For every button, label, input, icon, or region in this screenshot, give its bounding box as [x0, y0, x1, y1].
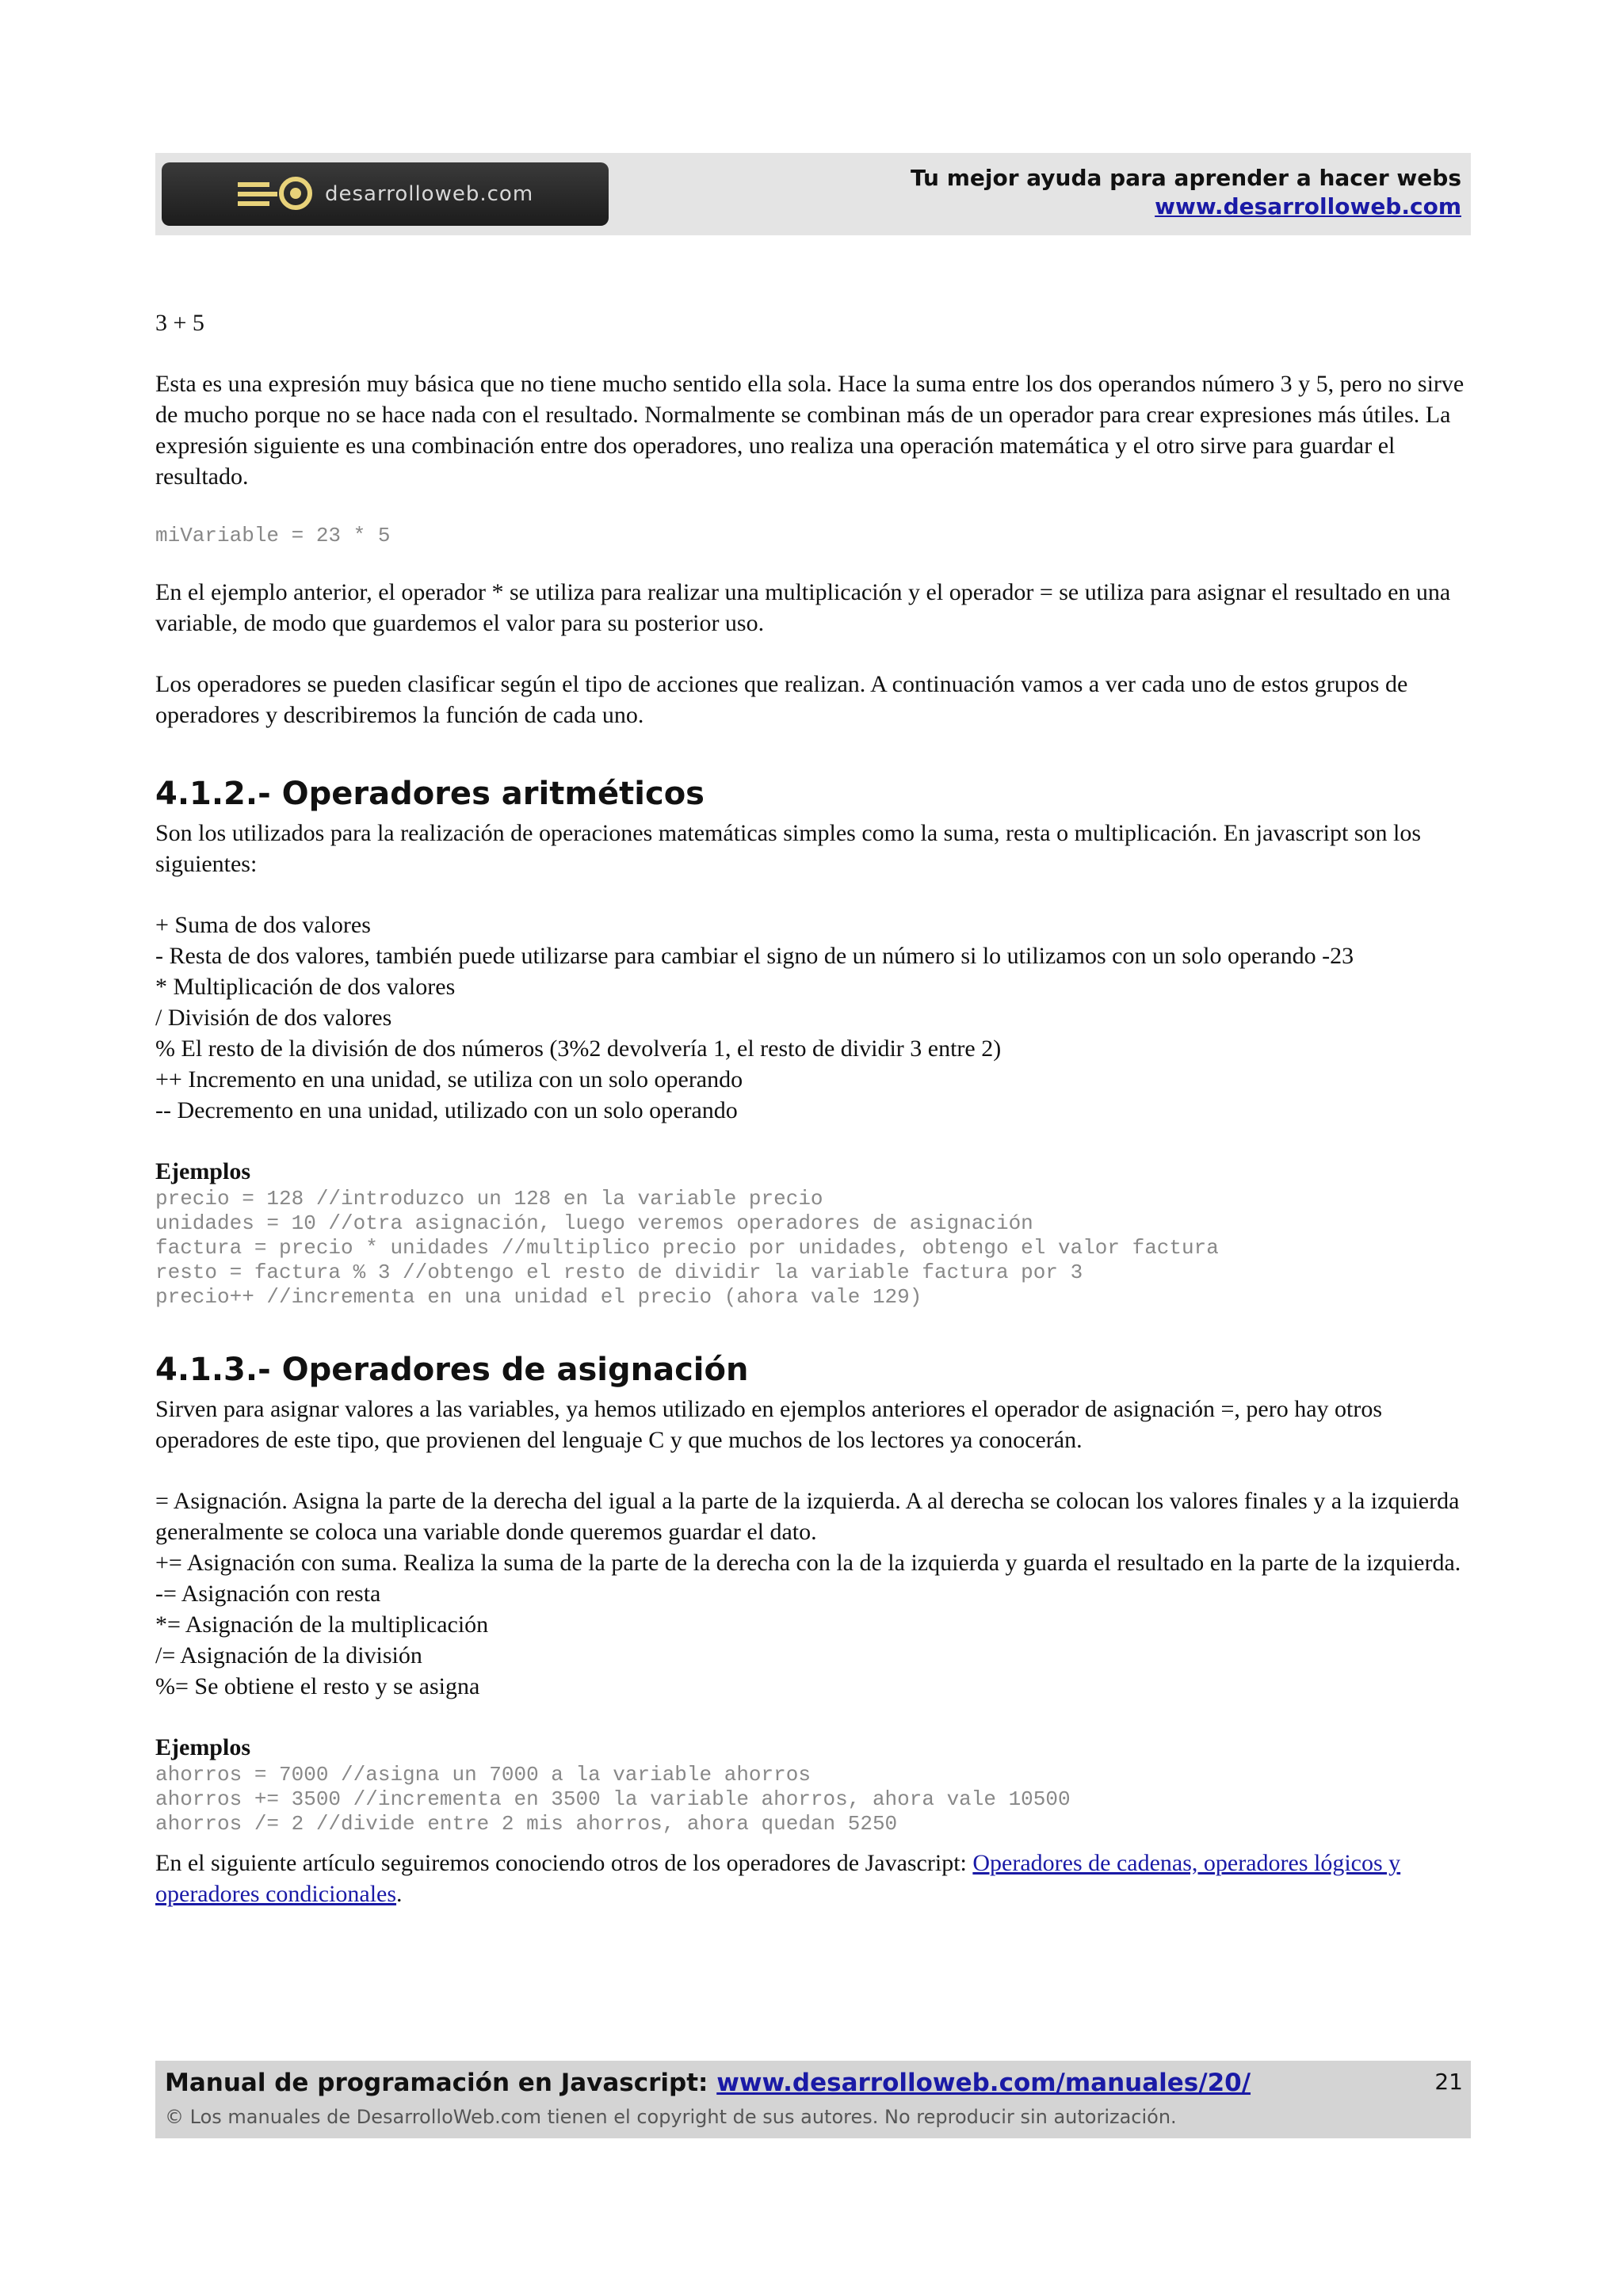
heading-arithmetic-operators: 4.1.2.- Operadores aritméticos [155, 776, 705, 812]
next-article-end: . [396, 1881, 403, 1907]
footer-copyright: © Los manuales de DesarrolloWeb.com tienen el copyright de sus autores. No reproducir sin autorización. [165, 2106, 1177, 2128]
article-content [155, 307, 1474, 1909]
arithmetic-code-block [155, 1187, 1474, 1310]
code-line: resto = factura % 3 //obtengo el resto de dividir la variable factura por 3 [155, 1261, 1083, 1284]
examples-label: Ejemplos [155, 1158, 250, 1184]
page-footer [155, 2061, 1471, 2138]
next-article-link[interactable]: Operadores de cadenas, operadores lógicos y operadores condicionales [155, 1850, 1401, 1907]
list-item: / División de dos valores [155, 1005, 392, 1031]
code-line: unidades = 10 //otra asignación, luego veremos operadores de asignación [155, 1211, 1033, 1235]
paragraph-next-article [155, 1848, 1474, 1909]
footer-title [165, 2069, 1251, 2097]
list-item: /= Asignación de la división [155, 1642, 422, 1669]
list-item: + Suma de dos valores [155, 912, 371, 938]
paragraph-explanation: En el ejemplo anterior, el operador * se utiliza para realizar una multiplicación y el operador = se utiliza para asignar el resultado en una variable, de modo que guardemos el valor para su posterior uso. [155, 579, 1451, 636]
list-item: - Resta de dos valores, también puede utilizarse para cambiar el signo de un número si lo utilizamos con un solo operando -23 [155, 943, 1354, 969]
header-site-link[interactable]: www.desarrolloweb.com [1155, 193, 1461, 219]
paragraph-intro: Esta es una expresión muy básica que no tiene mucho sentido ella sola. Hace la suma entre los dos operandos número 3 y 5, pero no sirve de mucho porque no se hace nada con el resultado. Normalmente se combinan más de un operador para crear expresiones más útiles. La expresión siguiente es una combinación entre dos operadores, uno realiza una operación matemática y el otro sirve para guardar el resultado. [155, 371, 1465, 490]
assignment-code-block [155, 1763, 1474, 1836]
list-item: % El resto de la división de dos números (3%2 devolvería 1, el resto de dividir 3 entre 2) [155, 1035, 1002, 1062]
site-logo[interactable] [162, 162, 609, 226]
list-item: += Asignación con suma. Realiza la suma de la parte de la derecha con la de la izquierda y guarda el resultado en la parte de la izquierda. [155, 1550, 1461, 1576]
expression-example: 3 + 5 [155, 310, 204, 336]
heading-assignment-operators: 4.1.3.- Operadores de asignación [155, 1352, 749, 1388]
paragraph-arithmetic: Son los utilizados para la realización de operaciones matemáticas simples como la suma, resta o multiplicación. En javascript son los siguientes: [155, 820, 1422, 877]
page-header [155, 153, 1471, 235]
code-example-1: miVariable = 23 * 5 [155, 524, 391, 547]
next-article-text: En el siguiente artículo seguiremos conociendo otros de los operadores de Javascript: [155, 1850, 973, 1876]
list-item: -= Asignación con resta [155, 1581, 381, 1607]
list-item: *= Asignación de la multiplicación [155, 1611, 489, 1638]
tagline-text: Tu mejor ayuda para aprender a hacer webs [911, 165, 1461, 191]
list-item: * Multiplicación de dos valores [155, 974, 456, 1000]
logo-text: desarrolloweb.com [325, 182, 534, 206]
paragraph-assignment: Sirven para asignar valores a las variables, ya hemos utilizado en ejemplos anteriores el operador de asignación =, pero hay otros operadores de este tipo, que provienen del lenguaje C y que muchos de los lectores ya conocerán. [155, 1396, 1383, 1453]
list-item: = Asignación. Asigna la parte de la derecha del igual a la parte de la izquierda. A al derecha se colocan los valores finales y a la izquierda generalmente se coloca una variable donde queremos guardar el dato. [155, 1488, 1460, 1545]
list-item: -- Decremento en una unidad, utilizado con un solo operando [155, 1097, 738, 1123]
code-line: precio = 128 //introduzco un 128 en la variable precio [155, 1187, 823, 1211]
code-line: factura = precio * unidades //multiplico precio por unidades, obtengo el valor factura [155, 1236, 1219, 1260]
code-line: ahorros /= 2 //divide entre 2 mis ahorros, ahora quedan 5250 [155, 1812, 898, 1836]
footer-manual-link[interactable]: www.desarrolloweb.com/manuales/20/ [716, 2069, 1251, 2097]
page-number: 21 [1434, 2069, 1463, 2095]
code-line: ahorros += 3500 //incrementa en 3500 la variable ahorros, ahora vale 10500 [155, 1787, 1071, 1811]
list-item: %= Se obtiene el resto y se asigna [155, 1673, 480, 1699]
code-line: ahorros = 7000 //asigna un 7000 a la variable ahorros [155, 1763, 811, 1787]
examples-label: Ejemplos [155, 1734, 250, 1760]
footer-title-text: Manual de programación en Javascript: [165, 2069, 717, 2097]
assignment-operator-list [155, 1486, 1474, 1702]
header-tagline [911, 164, 1461, 221]
logo-icon [233, 174, 320, 214]
list-item: ++ Incremento en una unidad, se utiliza con un solo operando [155, 1066, 743, 1093]
arithmetic-operator-list [155, 910, 1474, 1126]
code-line: precio++ //incrementa en una unidad el precio (ahora vale 129) [155, 1285, 922, 1309]
paragraph-classification: Los operadores se pueden clasificar según el tipo de acciones que realizan. A continuación vamos a ver cada uno de estos grupos de operadores y describiremos la función de cada uno. [155, 671, 1408, 728]
